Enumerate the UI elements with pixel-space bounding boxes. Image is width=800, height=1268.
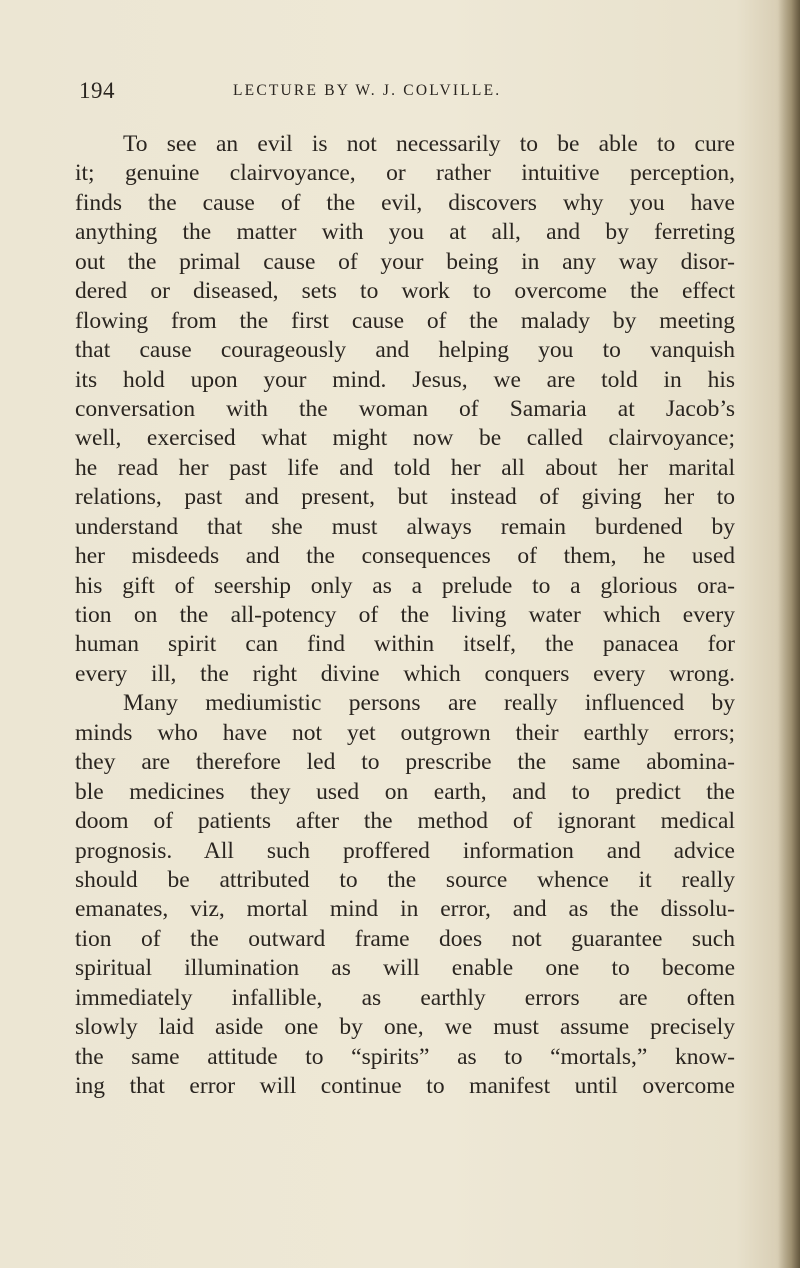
text-line: slowly laid aside one by one, we must assume precisely <box>75 1014 735 1041</box>
text-line: ing that error will continue to manifest until overcome <box>75 1073 735 1099</box>
text-line: understand that she must always remain burdened by <box>75 513 735 540</box>
text-line: Many mediumistic persons are really influenced by <box>123 690 735 717</box>
text-line: immediately infallible, as earthly errors are often <box>75 984 735 1011</box>
text-line: human spirit can find within itself, the panacea for <box>75 631 735 658</box>
text-line: conversation with the woman of Samaria at Jacob’s <box>75 395 735 422</box>
text-line: he read her past life and told her all about her marital <box>75 454 735 481</box>
text-line: emanates, viz, mortal mind in error, and as the dissolu- <box>75 896 735 923</box>
text-line: tion on the all-potency of the living water which every <box>75 602 735 628</box>
page-number: 194 <box>79 78 115 103</box>
text-line: it; genuine clairvoyance, or rather intuitive perception, <box>75 160 735 187</box>
text-line: minds who have not yet outgrown their earthly errors; <box>75 719 735 746</box>
text-line: To see an evil is not necessarily to be able to cure <box>123 131 735 157</box>
text-line: his gift of seership only as a prelude to a glorious ora- <box>75 572 735 599</box>
text-line: its hold upon your mind. Jesus, we are told in his <box>75 366 735 393</box>
page-edge-shadow <box>778 0 800 1268</box>
text-line: doom of patients after the method of ignorant medical <box>75 808 735 835</box>
text-line: every ill, the right divine which conquers every wrong. <box>75 660 735 687</box>
text-line: ble medicines they used on earth, and to predict the <box>75 778 735 805</box>
text-line: that cause courageously and helping you to vanquish <box>75 337 735 364</box>
text-line: tion of the outward frame does not guarantee such <box>75 925 735 952</box>
text-line: flowing from the first cause of the malady by meeting <box>75 307 735 334</box>
text-line: should be attributed to the source whence it really <box>75 866 735 893</box>
text-line: relations, past and present, but instead of giving her to <box>75 484 735 511</box>
running-head: LECTURE BY W. J. COLVILLE. <box>233 82 502 99</box>
text-line: her misdeeds and the consequences of them, he used <box>75 543 735 570</box>
text-line: they are therefore led to prescribe the same abomina- <box>75 749 735 776</box>
text-line: dered or diseased, sets to work to overcome the effect <box>75 278 735 305</box>
page-header <box>79 78 727 108</box>
text-line: anything the matter with you at all, and by ferreting <box>75 219 735 246</box>
text-line: spiritual illumination as will enable one to become <box>75 955 735 982</box>
body-text <box>75 130 735 1101</box>
text-line: out the primal cause of your being in any way disor- <box>75 248 735 275</box>
text-line: finds the cause of the evil, discovers why you have <box>75 189 735 216</box>
text-line: well, exercised what might now be called clairvoyance; <box>75 425 735 452</box>
text-line: the same attitude to “spirits” as to “mortals,” know- <box>75 1043 735 1070</box>
text-line: prognosis. All such proffered information and advice <box>75 837 735 864</box>
